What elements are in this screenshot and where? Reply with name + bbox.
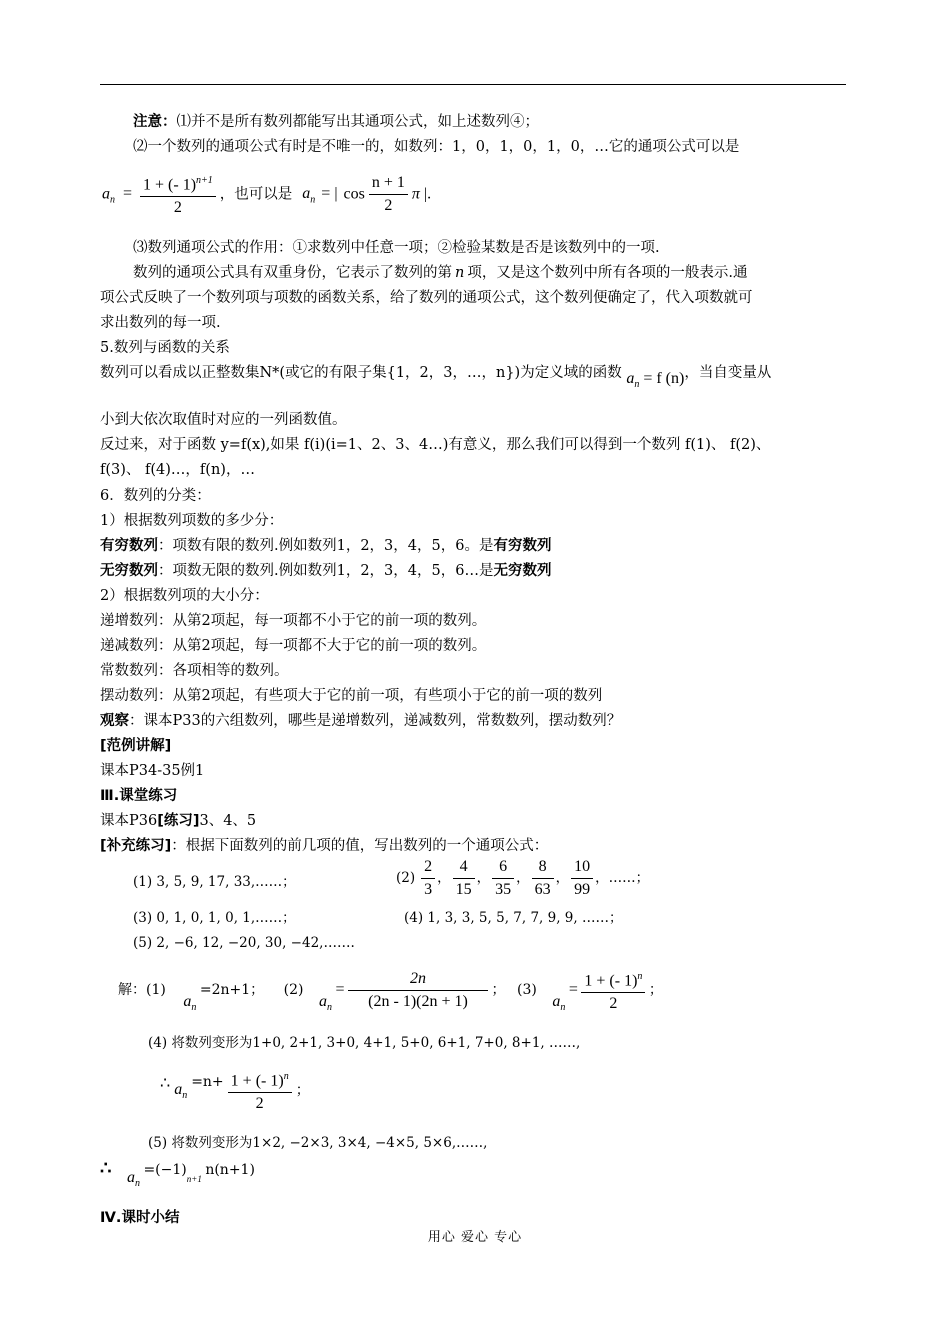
- sol-2-fraction: [348, 968, 488, 1013]
- dual-l1-b: 项，又是这个数列中所有各项的一般表示.通: [467, 265, 748, 281]
- sol-4-den: 2: [255, 1095, 264, 1113]
- section-6-sub-1: 1）根据数列项数的多少分：: [100, 513, 284, 529]
- section-6-sub-2: 2）根据数列项的大小分：: [100, 588, 269, 604]
- header-rule: [100, 84, 846, 85]
- page-footer: 用心 爱心 专心: [427, 1230, 523, 1245]
- sol-2-label: (2): [283, 981, 304, 998]
- section-6-title: 6．数列的分类：: [100, 488, 211, 504]
- practice-suffix: 3、4、5: [199, 813, 257, 829]
- section-5-title: 5.数列与函数的关系: [100, 340, 230, 356]
- q2-fraction: [453, 856, 475, 901]
- sol-2-semicolon: ；: [491, 981, 506, 998]
- examples-ref: 课本P34-35例1: [100, 763, 205, 779]
- formula-2-fraction: [369, 172, 408, 217]
- question-5: (5) 2, −6, 12, −20, 30, −42,…….: [133, 935, 355, 951]
- q2-fraction-den: 99: [574, 881, 591, 898]
- practice-prefix: 课本P36: [100, 813, 158, 829]
- q2-label: (2): [396, 870, 416, 887]
- question-3: (3) 0, 1, 0, 1, 0, 1,……；: [133, 910, 296, 926]
- solution-5-text: (5) 将数列变形为1×2, −2×3, 3×4, −4×5, 5×6,……,: [148, 1135, 488, 1151]
- question-1: (1) 3, 5, 9, 17, 33,……；: [133, 874, 296, 890]
- infinite-label: 无穷数列: [100, 563, 158, 579]
- observe-label: 观察: [100, 713, 129, 729]
- constant-def: 常数数列：各项相等的数列。: [100, 663, 289, 679]
- q2-fraction-den: 15: [455, 881, 472, 898]
- sol-3-sup: n: [637, 971, 643, 982]
- formula-a: a: [102, 185, 110, 203]
- solution-line: 解：(1) $a_n =2n+1$； (2) $a_n$ = $\frac{2n}{(2n - 1)(2n + 1)}$ ； (3) $a_n$ = $\frac{1 + (- 1)^n}{2}$ ；: [118, 966, 663, 1015]
- formula-2-cos: cos: [343, 185, 365, 203]
- formula-also: ，也可以是: [219, 186, 293, 203]
- sol-5-therefore: ∴: [100, 1158, 112, 1178]
- note-1-text: ⑴并不是所有数列都能写出其通项公式，如上述数列④；: [176, 114, 539, 130]
- q2-comma: ，: [516, 870, 530, 886]
- q2-fraction-den: 35: [495, 881, 512, 898]
- increasing-def: 递增数列：从第2项起，每一项都不小于它的前一项的数列。: [100, 613, 487, 629]
- formula-1-den: 2: [173, 199, 182, 217]
- note-label: 注意：: [133, 114, 177, 130]
- extra-text: ：根据下面数列的前几项的值，写出数列的一个通项公式：: [171, 838, 549, 854]
- sol-3-fraction: [581, 966, 645, 1015]
- q2-comma: ，: [437, 870, 451, 886]
- sol-4-sup: n: [283, 1071, 289, 1082]
- section-5-line-4: f(3)、 f(4)…，f(n)，…: [100, 462, 255, 478]
- question-4: (4) 1, 3, 3, 5, 5, 7, 7, 9, 9, ……；: [404, 910, 623, 926]
- q2-fraction: [571, 856, 593, 901]
- note-3: ⑶数列通项公式的作用：①求数列中任意一项；②检验某数是否是该数列中的一项.: [133, 240, 660, 256]
- q2-fraction-num: 10: [571, 856, 593, 879]
- formula-1-sup: n+1: [196, 175, 213, 186]
- s5-l1-text: 数列可以看成以正整数集N*(或它的有限子集{1，2，3，…，n})为定义域的函数: [100, 365, 622, 381]
- q2-fraction-num: 4: [453, 856, 475, 879]
- observe-text: ：课本P33的六组数列，哪些是递增数列，递减数列，常数数列，摆动数列？: [129, 713, 622, 729]
- formula-line: $a_n$ = $\frac{1 + (- 1)^{n+1}}{2}$ ，也可以是 $a_n$ = | cos $\frac{n + 1}{2}$ π |.: [102, 170, 431, 219]
- sol-4-semicolon: ；: [295, 1082, 310, 1099]
- sol-4-pre: =n+: [191, 1074, 224, 1091]
- sol-1: =2n+1；: [199, 981, 265, 998]
- finite-end: 有穷数列: [493, 538, 552, 554]
- q2-comma: ，: [476, 870, 491, 886]
- dual-l1-a: 数列的通项公式具有双重身份，它表示了数列的第: [133, 265, 452, 281]
- question-2: [396, 856, 649, 901]
- sol-3-num: 1 + (- 1): [584, 972, 638, 990]
- sol-4-fraction: [228, 1066, 292, 1115]
- solution-4-text: (4) 将数列变形为1+0, 2+1, 3+0, 4+1, 5+0, 6+1, 7+0, 8+1, ……,: [148, 1035, 581, 1051]
- sol-5-sup: n+1: [186, 1173, 202, 1184]
- sol-5-text: =(−1): [143, 1162, 187, 1178]
- infinite-text: ：项数无限的数列.例如数列1，2，3，4，5，6…是: [158, 563, 494, 579]
- q2-fraction: [532, 856, 554, 901]
- sol-label: 解：(1): [118, 981, 166, 998]
- section-3-title: Ⅲ.课堂练习: [100, 788, 178, 804]
- extra-label: [补充练习]: [100, 838, 172, 854]
- section-5-line-3: 反过来，对于函数 y=f(x),如果 f(i)(i=1、2、3、4…)有意义，那么我们可以得到一个数列 f(1)、 f(2)、: [100, 437, 771, 453]
- extra-practice-line: [100, 836, 548, 856]
- q2-fraction-num: 2: [421, 856, 435, 879]
- sol-4-num: 1 + (- 1): [230, 1072, 284, 1090]
- practice-bold: [练习]: [157, 813, 200, 829]
- sol-3-semicolon: ；: [648, 981, 663, 998]
- dual-l1-n: n: [455, 265, 465, 281]
- q2-fraction-den: 3: [424, 881, 433, 898]
- dual-line-2: 项公式反映了一个数列项与项数的函数关系，给了数列的通项公式，这个数列便确定了，代入项数就可: [100, 290, 753, 306]
- finite-text: ：项数有限的数列.例如数列1，2，3，4，5，6。是: [158, 538, 494, 554]
- solution-5-formula: ∴ $a_n =(-1)_{n+1}$ n(n+1): [100, 1158, 255, 1190]
- section-5-line-2: 小到大依次取值时对应的一列函数值。: [100, 412, 347, 428]
- sol-4-therefore: ∴: [160, 1075, 171, 1093]
- sol-2-den: (2n - 1)(2n + 1): [368, 993, 468, 1011]
- sol-2-num: 2n: [348, 968, 488, 991]
- formula-1-num: 1 + (- 1): [143, 176, 197, 194]
- infinite-end: 无穷数列: [493, 563, 552, 579]
- q2-fraction-num: 8: [532, 856, 554, 879]
- note-2: ⑵一个数列的通项公式有时是不唯一的，如数列：1，0，1，0，1，0，…它的通项公式可以是: [133, 139, 740, 155]
- examples-title: [范例讲解]: [100, 738, 172, 754]
- dual-line-1: [133, 263, 747, 283]
- oscillating-def: 摆动数列：从第2项起，有些项大于它的前一项，有些项小于它的前一项的数列: [100, 688, 603, 704]
- formula-a-sub: n: [110, 194, 115, 206]
- q2-comma: ，: [555, 870, 570, 886]
- s5-formula: = f (n): [643, 370, 685, 387]
- sol-5-end: n(n+1): [205, 1162, 255, 1178]
- s5-l1-end: ，当自变量从: [684, 365, 772, 381]
- infinite-sequence-line: [100, 561, 551, 581]
- formula-2-num: n + 1: [369, 172, 408, 195]
- finite-label: 有穷数列: [100, 538, 158, 554]
- q2-end: ，……；: [595, 870, 650, 887]
- section-5-line-1: 数列可以看成以正整数集N*(或它的有限子集{1，2，3，…，n})为定义域的函数 $a_n = f$ (n)，当自变量从: [100, 365, 772, 391]
- decreasing-def: 递减数列：从第2项起，每一项都不大于它的前一项的数列。: [100, 638, 487, 654]
- section-4-title: Ⅳ.课时小结: [100, 1210, 180, 1226]
- solution-4-formula: ∴ $a_n =n+$ $\frac{1 + (- 1)^n}{2}$ ；: [160, 1066, 310, 1115]
- q2-fraction-den: 63: [534, 881, 551, 898]
- note-1: [133, 112, 539, 132]
- formula-1-fraction: [140, 170, 216, 219]
- q2-fraction: [492, 856, 514, 901]
- dual-line-3: 求出数列的每一项.: [100, 315, 221, 331]
- observe-line: [100, 711, 621, 731]
- practice-line: [100, 811, 256, 831]
- q2-fraction-num: 6: [492, 856, 514, 879]
- q2-fraction: [421, 856, 435, 901]
- formula-2-den: 2: [384, 197, 393, 215]
- sol-3-den: 2: [609, 995, 618, 1013]
- finite-sequence-line: [100, 536, 551, 556]
- sol-3-label: (3): [517, 981, 537, 998]
